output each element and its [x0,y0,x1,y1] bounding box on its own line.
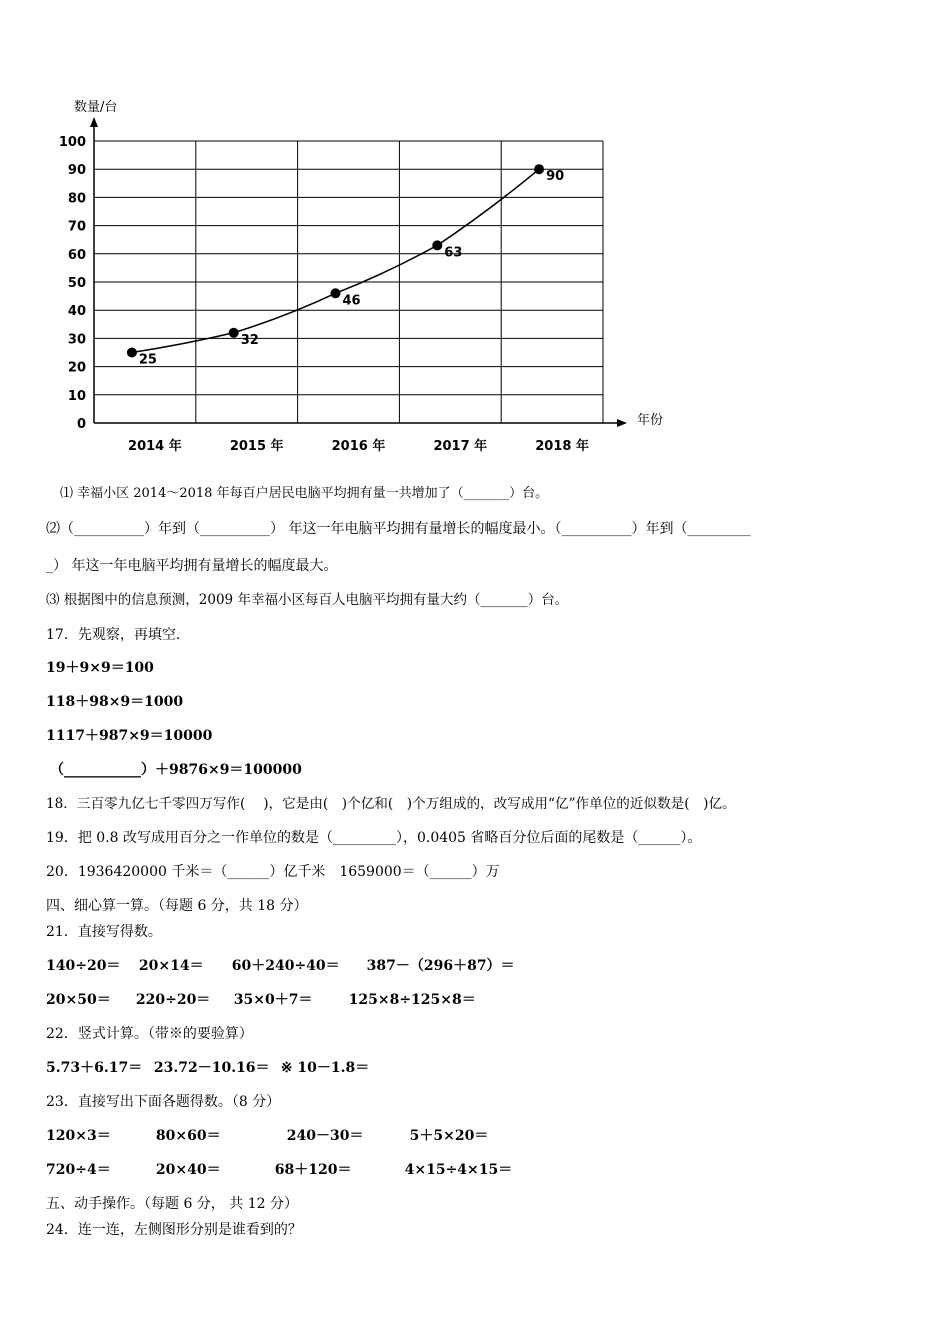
q17-line-4: （___________）＋9876×9＝100000 [50,762,302,778]
q16-part2a: ⑵（__________）年到（__________） 年这一年电脑平均拥有量增长的幅度最小。（__________）年到（_________ [46,521,751,537]
x-tick-label: 2015 年 [229,439,284,454]
calc-item: 387－（296＋87）＝ [366,958,515,974]
calc-item: 720÷4＝ [46,1162,111,1178]
q20: 20．1936420000 千米＝（______）亿千米 1659000＝（______）万 [46,864,500,880]
data-points [127,164,564,367]
data-label: 46 [342,293,361,309]
q22-row [46,1058,369,1078]
chart-grid [94,141,603,423]
q23-row-2 [46,1160,512,1180]
calc-item: 20×40＝ [155,1162,221,1178]
calc-item: 5＋5×20＝ [409,1128,489,1144]
data-point [534,164,544,174]
q18: 18．三百零九亿七千零四万写作( )，它是由( )个亿和( )个万组成的，改写成用“亿”作单位的近似数是( )亿。 [46,796,736,812]
calc-item: 220÷20＝ [135,992,211,1008]
data-label: 32 [240,332,259,348]
calc-item: 68＋120＝ [274,1162,352,1178]
q17-line-2: 118＋98×9＝1000 [46,694,184,710]
y-tick-label: 20 [67,360,86,376]
q21-title: 21．直接写得数。 [46,924,162,940]
calc-item: 5.73＋6.17＝ [46,1060,143,1076]
q23-title: 23．直接写出下面各题得数。（8 分） [46,1094,281,1110]
calc-item: ※ 10－1.8＝ [280,1060,370,1076]
y-axis-label: 数量/台 [74,100,118,115]
calc-item: 125×8÷125×8＝ [348,992,476,1008]
series-line [132,169,539,352]
data-label: 25 [138,352,157,368]
q24: 24．连一连，左侧图形分别是谁看到的？ [46,1222,302,1238]
q22-title: 22．竖式计算。（带※的要验算） [46,1026,253,1042]
q17-line-1: 19＋9×9＝100 [46,660,154,676]
y-tick-label: 100 [58,135,86,150]
section-4-heading: 四、细心算一算。（每题 6 分，共 18 分） [46,898,308,914]
x-tick-labels [128,438,589,454]
x-axis-arrow [617,419,627,427]
y-tick-label: 0 [76,417,86,432]
x-tick-label: 2018 年 [535,439,589,454]
y-tick-label: 80 [67,191,86,207]
calc-item: 20×50＝ [46,992,111,1008]
q16-part1: ⑴ 幸福小区 2014～2018 年每百户居民电脑平均拥有量一共增加了（_______）台。 [60,486,549,501]
q21-row-1 [46,956,515,976]
calc-item: 120×3＝ [46,1128,111,1144]
q19: 19．把 0.8 改写成用百分之一作单位的数是（_________），0.0405 省略百分位后面的尾数是（______）。 [46,830,702,846]
x-axis-label: 年份 [637,413,664,428]
x-tick-label: 2014 年 [128,439,182,454]
chart-axes [90,117,627,427]
y-tick-label: 10 [67,388,86,404]
line-chart [40,88,700,468]
section-5-heading: 五、动手操作。（每题 6 分， 共 12 分） [46,1196,298,1212]
data-point [127,348,137,358]
y-tick-label: 30 [67,332,86,348]
y-tick-label: 90 [67,163,86,179]
y-tick-label: 50 [67,276,86,291]
calc-item: 20×14＝ [138,958,204,974]
q16-part2b: _） 年这一年电脑平均拥有量增长的幅度最大。 [46,558,338,574]
calc-item: 23.72－10.16＝ [153,1060,270,1076]
calc-item: 60＋240÷40＝ [231,958,340,974]
y-tick-label: 40 [67,304,86,320]
q17-line-3: 1117＋987×9＝10000 [46,728,213,744]
y-tick-label: 60 [67,247,86,263]
x-tick-label: 2016 年 [331,439,386,454]
y-axis-arrow [90,117,98,127]
data-point [229,328,239,338]
calc-item: 80×60＝ [155,1128,221,1144]
q23-row-1 [46,1126,488,1146]
data-point [331,288,341,298]
y-tick-labels [59,135,86,432]
data-point [432,240,442,250]
q17-title: 17．先观察，再填空. [46,627,181,643]
data-label: 90 [546,169,565,185]
calc-item: 140÷20＝ [46,958,121,974]
q16-part3: ⑶ 根据图中的信息预测，2009 年幸福小区每百人电脑平均拥有量大约（_______）台。 [46,592,569,608]
data-label: 63 [444,245,463,261]
x-tick-label: 2017 年 [433,439,488,454]
calc-item: 35×0＋7＝ [233,992,313,1008]
y-tick-label: 70 [67,219,86,235]
calc-item: 4×15÷4×15＝ [404,1162,513,1178]
calc-item: 240－30＝ [286,1128,364,1144]
q21-row-2 [46,990,476,1010]
